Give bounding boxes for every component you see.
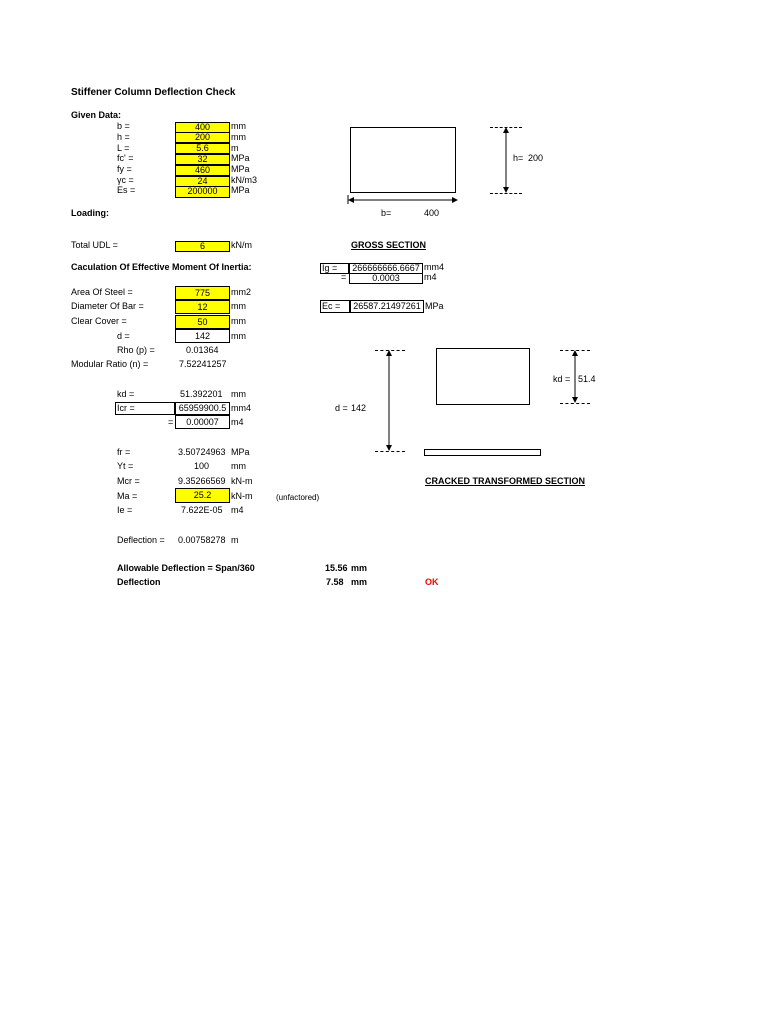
- fr-value: 3.50724963: [178, 447, 226, 457]
- kd-label: kd =: [117, 389, 135, 399]
- rho-label: Rho (p) =: [117, 345, 155, 355]
- icr-unit: mm4: [231, 403, 251, 413]
- ig-equals: =: [341, 272, 347, 282]
- bar-dia-unit: mm: [231, 301, 246, 311]
- bar-dia-label: Diameter Of Bar =: [71, 301, 144, 311]
- input-udl[interactable]: 6: [175, 241, 230, 252]
- given-label-h: h =: [117, 132, 130, 142]
- inertia-heading: Caculation Of Effective Moment Of Inertia:: [71, 262, 252, 272]
- d-unit: mm: [231, 331, 246, 341]
- udl-label: Total UDL =: [71, 240, 118, 250]
- status-badge: OK: [425, 577, 439, 587]
- icr-m4-value: 0.00007: [175, 415, 230, 429]
- deflection-result-label: Deflection: [117, 577, 161, 587]
- d-value: 142: [175, 329, 230, 343]
- given-unit-h: mm: [231, 132, 246, 142]
- given-data-heading: Given Data:: [71, 110, 122, 120]
- ma-label: Ma =: [117, 491, 138, 501]
- allowable-deflection-label: Allowable Deflection = Span/360: [117, 563, 255, 573]
- given-label-gamma: γc =: [117, 175, 134, 185]
- input-b[interactable]: 400: [175, 122, 230, 133]
- loading-heading: Loading:: [71, 208, 109, 218]
- deflection-result-value: 7.58: [326, 577, 344, 587]
- mcr-label: Mcr =: [117, 476, 140, 486]
- given-unit-fy: MPa: [231, 164, 250, 174]
- input-bar-dia[interactable]: 12: [175, 300, 230, 314]
- kd-unit: mm: [231, 389, 246, 399]
- given-label-b: b =: [117, 121, 130, 131]
- input-l[interactable]: 5.6: [175, 143, 230, 154]
- cracked-kd-label: kd =: [553, 374, 571, 384]
- d-label: d =: [117, 331, 130, 341]
- gross-section-caption: GROSS SECTION: [351, 240, 427, 250]
- input-area-steel[interactable]: 775: [175, 286, 230, 300]
- kd-value: 51.392201: [180, 389, 223, 399]
- mcr-unit: kN-m: [231, 476, 253, 486]
- page-title: Stiffener Column Deflection Check: [71, 87, 236, 98]
- fr-unit: MPa: [231, 447, 250, 457]
- ie-label: Ie =: [117, 505, 133, 515]
- yt-value: 100: [194, 461, 210, 471]
- fr-label: fr =: [117, 447, 131, 457]
- given-unit-fc: MPa: [231, 153, 250, 163]
- given-unit-b: mm: [231, 121, 246, 131]
- modular-ratio-value: 7.52241257: [179, 359, 227, 369]
- input-ma[interactable]: 25.2: [175, 488, 230, 503]
- given-unit-l: m: [231, 143, 239, 153]
- input-h[interactable]: 200: [175, 132, 230, 143]
- deflection-result-unit: mm: [351, 577, 368, 587]
- cracked-d-value: 142: [351, 403, 367, 413]
- icr-m4-unit: m4: [231, 417, 244, 427]
- clear-cover-unit: mm: [231, 316, 246, 326]
- yt-unit: mm: [231, 461, 246, 471]
- udl-unit: kN/m: [231, 240, 252, 250]
- deflection-calc-label: Deflection =: [117, 535, 165, 545]
- given-unit-es: MPa: [231, 185, 250, 195]
- given-label-l: L =: [117, 143, 130, 153]
- ec-value: 26587.21497261: [350, 300, 424, 313]
- area-steel-unit: mm2: [231, 287, 251, 297]
- given-unit-gamma: kN/m3: [231, 175, 258, 185]
- ie-unit: m4: [231, 505, 244, 515]
- icr-value: 65959900.5: [175, 402, 230, 415]
- given-label-fy: fy =: [117, 164, 132, 174]
- mcr-value: 9.35266569: [178, 476, 226, 486]
- cracked-section-caption: CRACKED TRANSFORMED SECTION: [425, 476, 586, 486]
- input-fc[interactable]: 32: [175, 154, 230, 165]
- input-gamma[interactable]: 24: [175, 176, 230, 187]
- gross-h-label: h=: [513, 153, 524, 163]
- rho-value: 0.01364: [186, 345, 219, 355]
- clear-cover-label: Clear Cover =: [71, 316, 127, 326]
- ig-value: 266666666.6667: [349, 263, 423, 274]
- input-clear-cover[interactable]: 50: [175, 315, 230, 329]
- ig-unit: mm4: [424, 262, 444, 272]
- ie-value: 7.622E-05: [181, 505, 223, 515]
- allowable-deflection-unit: mm: [351, 563, 368, 573]
- allowable-deflection-value: 15.56: [325, 563, 348, 573]
- ec-label: Ec =: [320, 300, 350, 313]
- ec-unit: MPa: [425, 301, 444, 311]
- ma-unit: kN-m: [231, 491, 253, 501]
- gross-b-label: b=: [381, 208, 392, 218]
- cracked-d-label: d =: [335, 403, 348, 413]
- ig-label: Ig =: [320, 263, 349, 274]
- icr-equals: =: [168, 417, 174, 427]
- ma-note: (unfactored): [276, 493, 320, 502]
- input-fy[interactable]: 460: [175, 165, 230, 176]
- area-steel-label: Area Of Steel =: [71, 287, 133, 297]
- yt-label: Yt =: [117, 461, 134, 471]
- gross-b-value: 400: [424, 208, 440, 218]
- ig-m4-unit: m4: [424, 272, 437, 282]
- given-label-fc: fc' =: [117, 153, 134, 163]
- input-es[interactable]: 200000: [175, 186, 230, 198]
- deflection-calc-unit: m: [231, 535, 239, 545]
- ig-m4-value: 0.0003: [349, 273, 423, 284]
- given-label-es: Es =: [117, 185, 136, 195]
- cracked-kd-value: 51.4: [578, 374, 596, 384]
- deflection-calc-value: 0.00758278: [178, 535, 226, 545]
- modular-ratio-label: Modular Ratio (n) =: [71, 359, 149, 369]
- gross-h-value: 200: [528, 153, 544, 163]
- icr-label: Icr =: [115, 402, 175, 415]
